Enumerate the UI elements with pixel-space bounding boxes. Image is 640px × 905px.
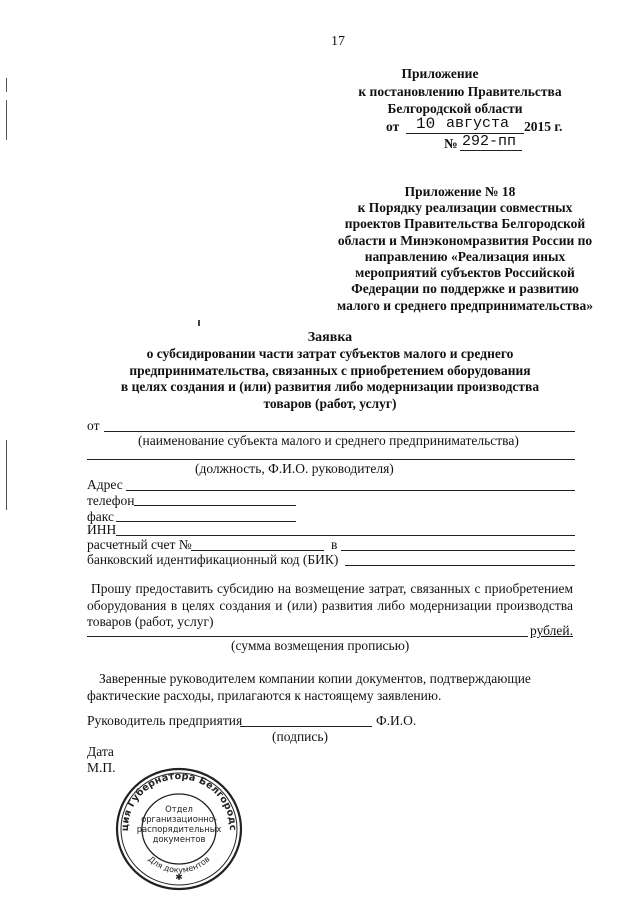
- date-day: 10: [416, 115, 436, 133]
- stamp-outer-text: ция Губернатора Белгородс: [119, 770, 239, 832]
- date-month: августа: [446, 115, 510, 132]
- sum-field[interactable]: [87, 636, 528, 637]
- document-subject: [100, 346, 560, 412]
- phone-field[interactable]: [134, 505, 296, 506]
- certification-text: Заверенные руководителем компании копии документов, подтверждающие фактические расходы, прилагаются к настоящему заявлению.: [87, 671, 531, 703]
- fax-label: факс: [87, 509, 114, 524]
- appendix-line: малого и среднего предпринимательства»: [336, 297, 593, 313]
- appendix-line: направлению «Реализация иных: [364, 248, 566, 264]
- header-title: Приложение: [401, 66, 479, 81]
- rubles-label: рублей.: [530, 623, 574, 638]
- inn-label: ИНН: [87, 522, 117, 537]
- signature-field[interactable]: [240, 726, 372, 727]
- stamp-inner-line: Отдел: [165, 804, 193, 814]
- subject-line: в целях создания и (или) развития либо модернизации производства: [120, 379, 540, 394]
- request-paragraph: Прошу предоставить субсидию на возмещение затрат, связанных с приобретением оборудования в целях создания и (или) развития либо модернизации производства товаров (работ, услуг): [87, 581, 573, 629]
- subject-line: о субсидировании части затрат субъектов малого и среднего: [146, 346, 514, 361]
- stamp-inner-line: документов: [152, 834, 206, 844]
- bank-field[interactable]: [341, 550, 575, 551]
- number-underline: [460, 150, 522, 151]
- appendix-line: проектов Правительства Белгородской: [344, 216, 586, 232]
- address-field[interactable]: [126, 490, 575, 491]
- appendix-line: Федерации по поддержке и развитию: [351, 281, 579, 297]
- date-prefix: от: [386, 119, 400, 134]
- position-caption: (должность, Ф.И.О. руководителя): [195, 461, 394, 476]
- appendix-text: [330, 200, 600, 314]
- mp-label: М.П.: [87, 760, 116, 775]
- margin-mark: [6, 78, 7, 92]
- subject-line: предпринимательства, связанных с приобретением оборудования: [129, 362, 531, 378]
- from-field[interactable]: [104, 431, 575, 432]
- page-number: 17: [331, 34, 345, 49]
- date-label: Дата: [87, 744, 114, 759]
- appendix-line: к Порядку реализации совместных: [357, 200, 573, 215]
- header-line3: Белгородской области: [387, 101, 523, 116]
- fax-field[interactable]: [116, 521, 296, 522]
- stamp-star-icon: ✱: [175, 873, 183, 883]
- stamp-inner-line: организационно-: [141, 814, 217, 824]
- inn-field[interactable]: [116, 535, 575, 536]
- fio-label: Ф.И.О.: [376, 713, 417, 728]
- from-caption: (наименование субъекта малого и среднего предпринимательства): [138, 433, 519, 448]
- margin-mark: [6, 440, 7, 510]
- stamp-inner-line: распорядительных: [136, 824, 222, 834]
- appendix-line: области и Минэкономразвития России по: [337, 232, 593, 248]
- signature-caption: (подпись): [272, 729, 329, 744]
- bik-field[interactable]: [345, 565, 575, 566]
- official-stamp: [114, 766, 244, 892]
- margin-mark: [6, 100, 7, 140]
- address-label: Адрес: [87, 477, 123, 492]
- document-heading: Заявка: [307, 330, 353, 345]
- stamp-bottom-text: Для документов: [146, 854, 212, 875]
- account-field[interactable]: [191, 550, 324, 551]
- number-prefix: №: [444, 136, 458, 151]
- subject-line: товаров (работ, услуг): [263, 395, 397, 411]
- from-label: от: [87, 418, 100, 433]
- position-field[interactable]: [87, 459, 575, 460]
- appendix-line: мероприятий субъектов Российской: [355, 265, 575, 281]
- phone-label: телефон: [87, 493, 135, 508]
- appendix-title: Приложение № 18: [404, 184, 516, 199]
- stamp-graphic: [114, 766, 244, 892]
- account-label: расчетный счет №: [87, 537, 192, 552]
- header-line2: к постановлению Правительства: [358, 84, 562, 99]
- scan-dot: [198, 320, 200, 326]
- number-value: 292-пп: [462, 133, 517, 150]
- sum-caption: (сумма возмещения прописью): [231, 638, 410, 653]
- date-year: 2015 г.: [524, 119, 563, 134]
- bank-in-label: в: [331, 537, 338, 552]
- head-label: Руководитель предприятия: [87, 713, 243, 728]
- bik-label: банковский идентификационный код (БИК): [87, 552, 339, 567]
